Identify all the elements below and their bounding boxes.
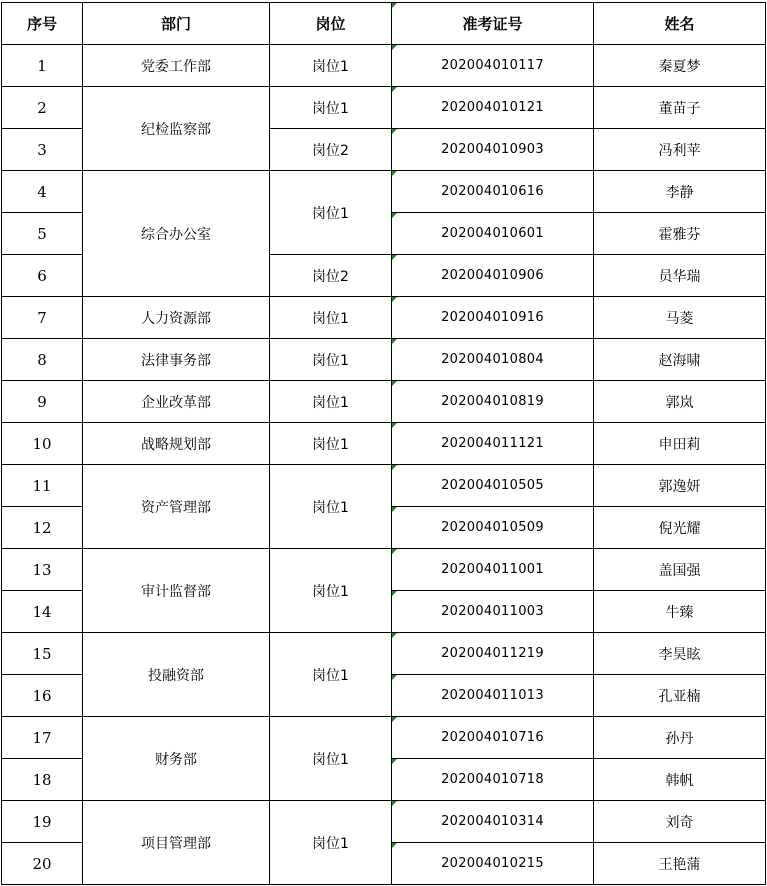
cell-ticket: 202004010916	[392, 297, 594, 339]
cell-dept: 审计监督部	[83, 549, 270, 633]
table-row	[2, 423, 766, 465]
cell-name: 盖国强	[594, 549, 766, 591]
cell-dept: 党委工作部	[83, 45, 270, 87]
table-row	[2, 465, 766, 507]
header-ticket: 准考证号	[392, 3, 594, 45]
table-row	[2, 87, 766, 129]
header-row	[2, 3, 766, 45]
cell-seq: 12	[2, 507, 83, 549]
cell-name: 赵海啸	[594, 339, 766, 381]
cell-name: 孔亚楠	[594, 675, 766, 717]
cell-dept: 资产管理部	[83, 465, 270, 549]
cell-seq: 10	[2, 423, 83, 465]
cell-ticket: 202004010819	[392, 381, 594, 423]
cell-dept: 人力资源部	[83, 297, 270, 339]
cell-seq: 17	[2, 717, 83, 759]
cell-seq: 18	[2, 759, 83, 801]
results-table	[1, 2, 766, 885]
cell-seq: 3	[2, 129, 83, 171]
cell-name: 李静	[594, 171, 766, 213]
cell-ticket: 202004010509	[392, 507, 594, 549]
table-row	[2, 801, 766, 843]
cell-post: 岗位1	[270, 801, 392, 885]
cell-ticket: 202004010121	[392, 87, 594, 129]
cell-name: 申田莉	[594, 423, 766, 465]
cell-ticket: 202004010804	[392, 339, 594, 381]
cell-dept: 项目管理部	[83, 801, 270, 885]
table-row	[2, 381, 766, 423]
cell-ticket: 202004011121	[392, 423, 594, 465]
cell-post: 岗位1	[270, 549, 392, 633]
cell-name: 霍雅芬	[594, 213, 766, 255]
cell-name: 冯利苹	[594, 129, 766, 171]
cell-name: 韩帆	[594, 759, 766, 801]
cell-ticket: 202004011219	[392, 633, 594, 675]
cell-ticket: 202004011001	[392, 549, 594, 591]
cell-ticket: 202004010906	[392, 255, 594, 297]
table-row	[2, 171, 766, 213]
cell-dept: 财务部	[83, 717, 270, 801]
cell-ticket: 202004010903	[392, 129, 594, 171]
cell-seq: 11	[2, 465, 83, 507]
cell-seq: 16	[2, 675, 83, 717]
cell-post: 岗位1	[270, 297, 392, 339]
table-row	[2, 45, 766, 87]
table-row	[2, 339, 766, 381]
cell-dept: 综合办公室	[83, 171, 270, 297]
cell-post: 岗位1	[270, 87, 392, 129]
cell-dept: 投融资部	[83, 633, 270, 717]
cell-seq: 15	[2, 633, 83, 675]
cell-dept: 纪检监察部	[83, 87, 270, 171]
table-row	[2, 633, 766, 675]
cell-seq: 13	[2, 549, 83, 591]
cell-post: 岗位1	[270, 633, 392, 717]
cell-ticket: 202004011013	[392, 675, 594, 717]
cell-seq: 6	[2, 255, 83, 297]
cell-seq: 1	[2, 45, 83, 87]
cell-ticket: 202004010314	[392, 801, 594, 843]
cell-seq: 8	[2, 339, 83, 381]
cell-seq: 19	[2, 801, 83, 843]
cell-name: 员华瑞	[594, 255, 766, 297]
cell-name: 倪光耀	[594, 507, 766, 549]
header-dept: 部门	[83, 3, 270, 45]
table-row	[2, 549, 766, 591]
cell-seq: 5	[2, 213, 83, 255]
cell-seq: 9	[2, 381, 83, 423]
cell-ticket: 202004010718	[392, 759, 594, 801]
table-row	[2, 297, 766, 339]
cell-post: 岗位2	[270, 129, 392, 171]
cell-ticket: 202004010215	[392, 843, 594, 885]
table-row	[2, 717, 766, 759]
cell-name: 马菱	[594, 297, 766, 339]
header-post: 岗位	[270, 3, 392, 45]
cell-post: 岗位1	[270, 45, 392, 87]
cell-seq: 2	[2, 87, 83, 129]
cell-post: 岗位1	[270, 423, 392, 465]
cell-post: 岗位2	[270, 255, 392, 297]
cell-ticket: 202004010505	[392, 465, 594, 507]
cell-seq: 7	[2, 297, 83, 339]
cell-name: 牛臻	[594, 591, 766, 633]
cell-name: 郭逸妍	[594, 465, 766, 507]
header-seq: 序号	[2, 3, 83, 45]
cell-dept: 企业改革部	[83, 381, 270, 423]
cell-post: 岗位1	[270, 717, 392, 801]
cell-name: 李昊眩	[594, 633, 766, 675]
cell-ticket: 202004010117	[392, 45, 594, 87]
cell-dept: 法律事务部	[83, 339, 270, 381]
cell-post: 岗位1	[270, 381, 392, 423]
cell-seq: 14	[2, 591, 83, 633]
header-name: 姓名	[594, 3, 766, 45]
cell-name: 董苗子	[594, 87, 766, 129]
cell-post: 岗位1	[270, 171, 392, 255]
cell-post: 岗位1	[270, 465, 392, 549]
cell-ticket: 202004010616	[392, 171, 594, 213]
cell-name: 郭岚	[594, 381, 766, 423]
cell-ticket: 202004010601	[392, 213, 594, 255]
cell-seq: 20	[2, 843, 83, 885]
cell-name: 孙丹	[594, 717, 766, 759]
cell-name: 王艳蒲	[594, 843, 766, 885]
cell-name: 秦夏梦	[594, 45, 766, 87]
cell-post: 岗位1	[270, 339, 392, 381]
cell-ticket: 202004011003	[392, 591, 594, 633]
cell-seq: 4	[2, 171, 83, 213]
cell-dept: 战略规划部	[83, 423, 270, 465]
cell-name: 刘奇	[594, 801, 766, 843]
cell-ticket: 202004010716	[392, 717, 594, 759]
